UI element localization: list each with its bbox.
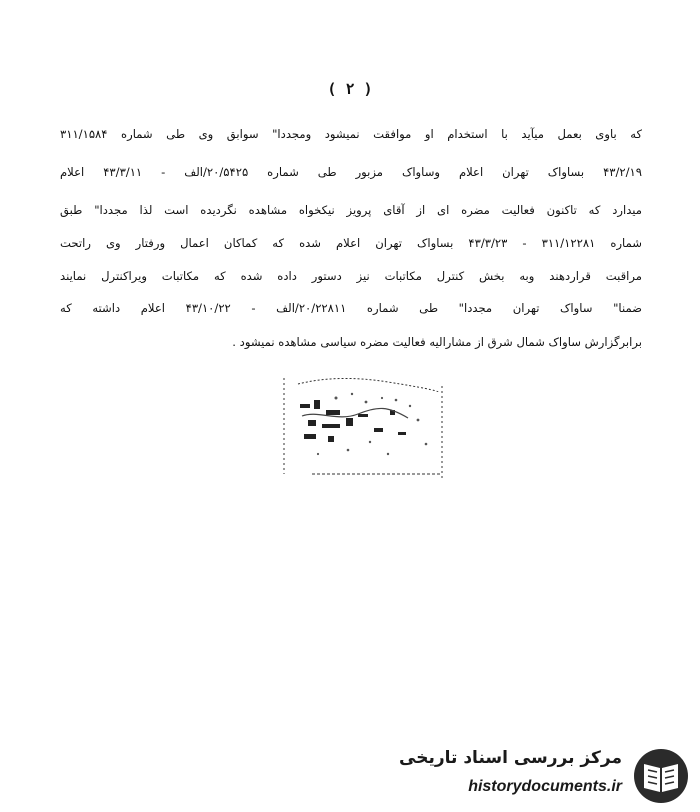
body-line: که باوی بعمل میآید با استخدام او موافقت نمیشود ومجددا" سوابق وی طی شماره ۳۱۱/۱۵۸۴	[60, 127, 642, 141]
body-line: ضمنا" ساواک تهران مجددا" طی شماره ۲۰/۲۲۸۱۱/الف - ۴۳/۱۰/۲۲ اعلام داشته که	[60, 301, 642, 315]
archive-logo-icon	[630, 746, 692, 806]
watermark-fa: مرکز بررسی اسناد تاریخی	[399, 748, 622, 768]
body-line: میدارد که تاکنون فعالیت مضره ای از آقای پرویز نیکخواه مشاهده نگردیده است لذا مجددا" طبق	[60, 203, 642, 217]
body-line: مراقبت قراردهند وبه بخش کنترل مکاتبات نیز دستور داده شده که مکاتبات ویراکنترل نمایند	[60, 269, 642, 283]
body-line: ۴۳/۲/۱۹ بساواک تهران اعلام وساواک مزبور طی شماره ۲۰/۵۴۲۵/الف - ۴۳/۳/۱۱ اعلام	[60, 165, 642, 179]
archive-watermark	[399, 746, 692, 806]
page-number: ( ۲ )	[327, 80, 373, 98]
stamp-signature	[278, 370, 448, 482]
body-line: شماره ۳۱۱/۱۲۲۸۱ - ۴۳/۳/۲۳ بساواک تهران اعلام شده که کماکان اعمال ورفتار وی راتحت	[60, 236, 642, 250]
body-line: برابرگزارش ساواک شمال شرق از مشارالیه فعالیت مضره سیاسی مشاهده نمیشود .	[232, 335, 642, 349]
watermark-en: historydocuments.ir	[468, 778, 622, 795]
